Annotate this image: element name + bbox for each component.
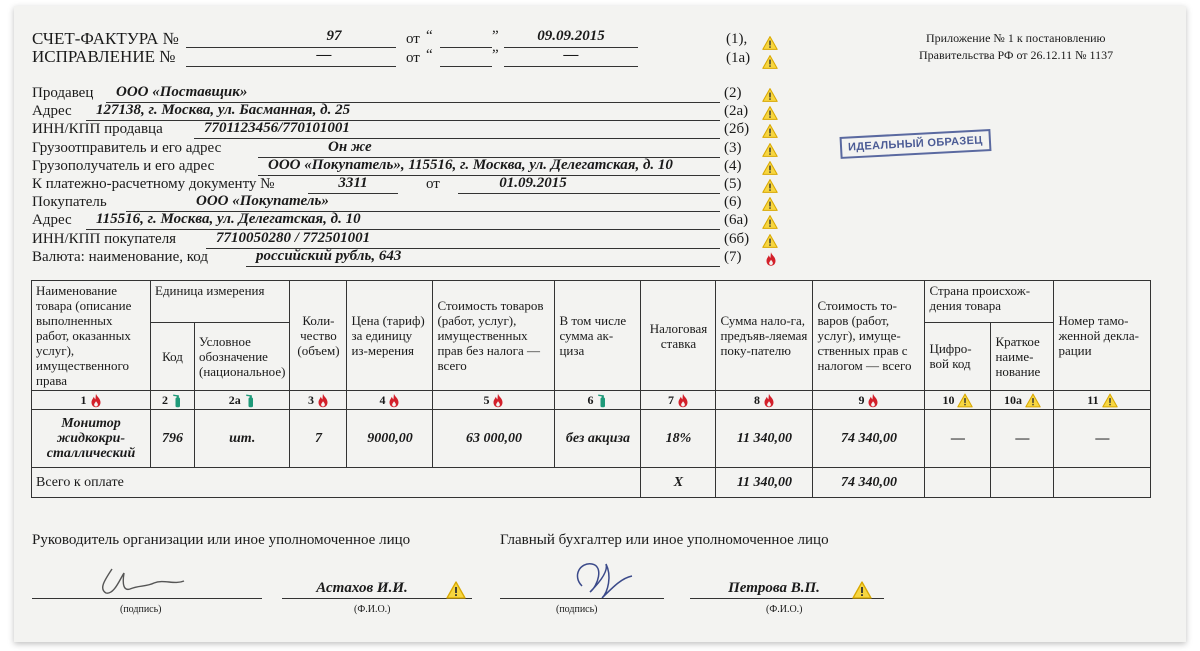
column-number: 10а — [1003, 392, 1022, 407]
field-label: Адрес — [32, 212, 72, 229]
cell-rate: 18% — [641, 410, 716, 468]
fire-icon — [765, 251, 777, 267]
field-code: (6б) — [724, 230, 750, 247]
warning-icon — [762, 87, 778, 103]
accountant-sign-caption: (подпись) — [556, 604, 598, 615]
field-label: Валюта: наименование, код — [32, 248, 208, 265]
from-label-2: от — [406, 50, 420, 66]
header-customs: Номер тамо-женной декла-рации — [1054, 281, 1151, 391]
field-value: 3311 — [338, 175, 368, 191]
field-value: 115516, г. Москва, ул. Делегатская, д. 10 — [96, 211, 361, 228]
column-number: 3 — [307, 392, 314, 407]
head-label: Руководитель организации или иное уполномоченное лицо — [32, 532, 411, 548]
field-code: (2) — [724, 85, 742, 101]
invoice-sheet — [14, 6, 1186, 642]
column-number-cell — [347, 391, 433, 410]
field-value: ООО «Покупатель» — [196, 193, 329, 210]
header-rate: Налоговая ставка — [641, 281, 716, 391]
column-number: 11 — [1087, 392, 1099, 407]
invoice-number: 97 — [326, 28, 342, 44]
total-label: Всего к оплате — [32, 468, 641, 498]
column-number: 4 — [379, 392, 386, 407]
column-number-cell — [716, 391, 813, 410]
warning-icon — [762, 196, 778, 212]
warning-icon — [762, 178, 778, 194]
field-code: (2а) — [724, 103, 749, 120]
header-tax: Сумма нало-га, предъяв-ляемая поку-пателю — [716, 281, 813, 391]
quote-open-2: “ — [426, 47, 433, 63]
column-number-cell — [555, 391, 641, 410]
correction-number: — — [316, 47, 332, 63]
warning-icon — [852, 581, 872, 599]
field-from-label: от — [426, 176, 440, 192]
header-total: Стоимость то-варов (работ, услуг), имуще-ственных прав с налогом — всего — [813, 281, 925, 391]
column-number: 2 — [162, 392, 168, 407]
appendix-line-1: Приложение № 1 к постановлению — [926, 31, 1106, 45]
field-label: Грузоотправитель и его адрес — [32, 139, 222, 156]
field-code: (3) — [724, 139, 742, 156]
warning-icon — [446, 581, 466, 599]
field-value: российский рубль, 643 — [256, 247, 402, 264]
column-number: 1 — [80, 392, 87, 407]
column-number-cell — [433, 391, 555, 410]
warning-icon — [762, 35, 778, 51]
column-number: 5 — [483, 392, 490, 407]
column-number: 9 — [858, 392, 865, 407]
field-label: Покупатель — [32, 194, 107, 211]
fire-icon — [867, 393, 879, 408]
cell-name: Монитор жидкокри-сталлический — [32, 410, 151, 468]
total-empty-1 — [925, 468, 991, 498]
header-country: Страна происхож-дения товара — [925, 281, 1054, 323]
warning-icon — [957, 393, 973, 408]
accountant-label: Главный бухгалтер или иное уполномоченное лицо — [500, 532, 829, 548]
field-code: (6) — [724, 194, 742, 211]
line-code-1a: (1а) — [726, 50, 751, 66]
header-cost: Стоимость товаров (работ, услуг), имущественных прав без налога — всего — [433, 281, 555, 391]
cell-qty: 7 — [290, 410, 347, 468]
day-line-2 — [440, 50, 492, 67]
extinguisher-icon — [244, 393, 256, 408]
column-numbers-row — [32, 391, 1151, 410]
fire-icon — [763, 393, 775, 408]
field-label: К платежно-расчетному документу № — [32, 176, 275, 192]
total-tax: 11 340,00 — [716, 468, 813, 498]
column-number-cell — [1054, 391, 1151, 410]
accountant-fio-caption: (Ф.И.О.) — [766, 604, 803, 615]
correction-label: ИСПРАВЛЕНИЕ № — [32, 47, 176, 66]
fire-icon — [317, 393, 329, 408]
field-value: 127138, г. Москва, ул. Басманная, д. 25 — [96, 102, 351, 119]
column-number: 8 — [753, 392, 760, 407]
cell-country-name: — — [991, 410, 1054, 468]
field-label: ИНН/КПП покупателя — [32, 230, 177, 247]
field-label: ИНН/КПП продавца — [32, 121, 163, 138]
accountant-sign-line — [500, 598, 664, 599]
cell-tax: 11 340,00 — [716, 410, 813, 468]
column-number-cell — [151, 391, 195, 410]
column-number-cell — [195, 391, 290, 410]
header-unit-code: Код — [151, 322, 195, 391]
cell-unit-code: 796 — [151, 410, 195, 468]
extinguisher-icon — [596, 393, 608, 408]
field-value: Он же — [328, 138, 372, 155]
head-fio-line — [282, 598, 472, 599]
warning-icon — [762, 214, 778, 230]
extinguisher-icon — [171, 393, 183, 408]
header-country-code: Цифро-вой код — [925, 322, 991, 391]
head-sign-caption: (подпись) — [120, 604, 162, 615]
warning-icon — [762, 233, 778, 249]
invoice-label: СЧЕТ-ФАКТУРА № — [32, 29, 179, 48]
field-code: (6а) — [724, 212, 749, 229]
accountant-signature — [562, 556, 642, 601]
correction-number-line — [186, 50, 396, 67]
appendix-line-2: Правительства РФ от 26.12.11 № 1137 — [919, 48, 1114, 62]
quote-open: “ — [426, 28, 433, 44]
field-value: ООО «Покупатель», 115516, г. Москва, ул. Делегатская, д. 10 — [268, 156, 673, 173]
field-code: (7) — [724, 248, 742, 265]
column-number-cell — [991, 391, 1054, 410]
accountant-name: Петрова В.П. — [728, 580, 820, 596]
header-excise: В том числе сумма ак-циза — [555, 281, 641, 391]
cell-customs: — — [1054, 410, 1151, 468]
warning-icon — [1102, 393, 1118, 408]
quote-close-2: ” — [492, 47, 499, 63]
total-total: 74 340,00 — [813, 468, 925, 498]
cell-country-code: — — [925, 410, 991, 468]
table-row — [32, 410, 1151, 468]
column-number-cell — [813, 391, 925, 410]
correction-date: — — [563, 47, 579, 63]
invoice-date: 09.09.2015 — [537, 28, 605, 44]
field-code: (4) — [724, 157, 742, 174]
column-number: 2а — [228, 392, 241, 407]
field-label: Адрес — [32, 103, 72, 120]
fire-icon — [90, 393, 102, 408]
field-label: Грузополучатель и его адрес — [32, 157, 215, 174]
field-date: 01.09.2015 — [499, 175, 567, 191]
field-code: (5) — [724, 176, 742, 192]
column-number: 10 — [942, 392, 955, 407]
goods-table — [31, 280, 1151, 498]
field-code: (2б) — [724, 121, 750, 138]
warning-icon — [762, 160, 778, 176]
head-name: Астахов И.И. — [316, 580, 408, 596]
total-rate: Х — [641, 468, 716, 498]
warning-icon — [1025, 393, 1041, 408]
field-label: Продавец — [32, 85, 94, 101]
total-empty-2 — [991, 468, 1054, 498]
total-row — [32, 468, 1151, 498]
cell-excise: без акциза — [555, 410, 641, 468]
head-signature — [84, 559, 194, 599]
line-code-1: (1), — [726, 31, 748, 47]
header-unit-name: Условное обозначение (национальное) — [195, 322, 290, 391]
quote-close: ” — [492, 28, 499, 44]
warning-icon — [762, 105, 778, 121]
header-name: Наименование товара (описание выполненных работ, оказанных услуг), имущественного права — [32, 281, 151, 391]
field-value: ООО «Поставщик» — [116, 84, 248, 100]
column-number-cell — [925, 391, 991, 410]
cell-cost: 63 000,00 — [433, 410, 555, 468]
warning-icon — [762, 123, 778, 139]
field-value: 7701123456/770101001 — [204, 120, 350, 137]
header-country-name: Краткое наиме-нование — [991, 322, 1054, 391]
cell-unit-name: шт. — [195, 410, 290, 468]
total-empty-3 — [1054, 468, 1151, 498]
warning-icon — [762, 142, 778, 158]
day-line — [440, 31, 492, 48]
column-number-cell — [290, 391, 347, 410]
fire-icon — [492, 393, 504, 408]
header-qty: Коли-чество (объем) — [290, 281, 347, 391]
column-number-cell — [32, 391, 151, 410]
invoice-number-line — [186, 31, 396, 48]
head-sign-line — [32, 598, 262, 599]
warning-icon — [762, 54, 778, 70]
header-unit: Единица измерения — [151, 281, 290, 323]
field-value: 7710050280 / 772501001 — [216, 229, 371, 246]
cell-total: 74 340,00 — [813, 410, 925, 468]
from-label: от — [406, 31, 420, 47]
fire-icon — [388, 393, 400, 408]
header-price: Цена (тариф) за единицу из-мерения — [347, 281, 433, 391]
fire-icon — [677, 393, 689, 408]
column-number: 7 — [667, 392, 674, 407]
column-number: 6 — [587, 392, 594, 407]
cell-price: 9000,00 — [347, 410, 433, 468]
sample-stamp: ИДЕАЛЬНЫЙ ОБРАЗЕЦ — [840, 129, 992, 159]
column-number-cell — [641, 391, 716, 410]
head-fio-caption: (Ф.И.О.) — [354, 604, 391, 615]
